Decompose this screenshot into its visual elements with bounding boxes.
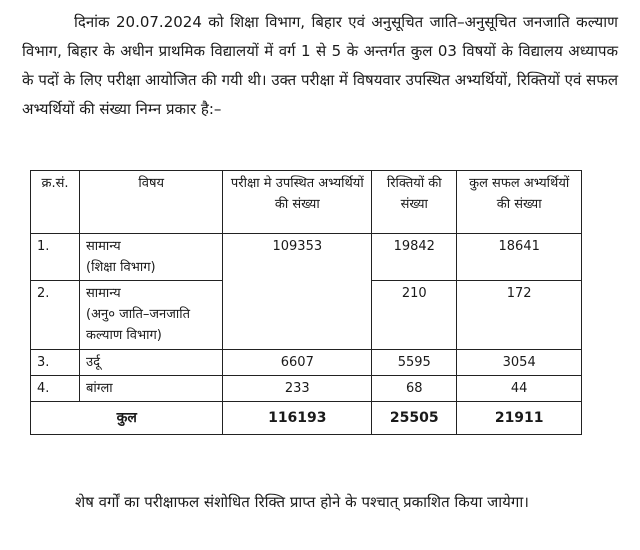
row-vacancies: 19842 <box>372 234 457 281</box>
row-subject <box>80 281 223 350</box>
footer-note: शेष वर्गों का परीक्षाफल संशोधित रिक्ति प्राप्त होने के पश्चात् प्रकाशित किया जायेगा। <box>75 493 529 511</box>
header-vacancies: रिक्तियों की संख्या <box>372 171 457 234</box>
table-row <box>31 376 582 402</box>
total-vacancies: 25505 <box>372 402 457 435</box>
table-row <box>31 234 582 281</box>
row-serial: 2. <box>31 281 80 350</box>
row-appeared: 109353 <box>223 234 372 350</box>
subject-department: (अनु० जाति–जनजाति कल्याण विभाग) <box>86 307 191 343</box>
row-successful: 44 <box>457 376 582 402</box>
row-subject: बांग्ला <box>80 376 223 402</box>
row-vacancies: 5595 <box>372 350 457 376</box>
total-appeared: 116193 <box>223 402 372 435</box>
row-appeared: 233 <box>223 376 372 402</box>
row-vacancies: 210 <box>372 281 457 350</box>
results-table <box>30 170 582 435</box>
row-serial: 4. <box>31 376 80 402</box>
table-row <box>31 350 582 376</box>
header-serial: क्र.सं. <box>31 171 80 234</box>
row-serial: 1. <box>31 234 80 281</box>
total-row <box>31 402 582 435</box>
row-subject: उर्दू <box>80 350 223 376</box>
row-successful: 172 <box>457 281 582 350</box>
subject-name: सामान्य <box>86 286 121 301</box>
total-successful: 21911 <box>457 402 582 435</box>
header-successful: कुल सफल अभ्यर्थियों की संख्या <box>457 171 582 234</box>
header-appeared: परीक्षा मे उपस्थित अभ्यर्थियों की संख्या <box>223 171 372 234</box>
row-successful: 3054 <box>457 350 582 376</box>
subject-name: सामान्य <box>86 239 121 254</box>
intro-paragraph: दिनांक 20.07.2024 को शिक्षा विभाग, बिहार एवं अनुसूचित जाति–अनुसूचित जनजाति कल्याण विभाग, बिहार के अधीन प्राथमिक विद्यालयों में वर्ग 1 से 5 के अन्तर्गत कुल 03 विषयों के विद्यालय अध्यापक के पदों के लिए परीक्षा आयोजित की गयी थी। उक्त परीक्षा में विषयवार उपस्थित अभ्यर्थियों, रिक्तियों एवं सफल अभ्यर्थियों की संख्या निम्न प्रकार है:– <box>22 13 618 118</box>
total-label: कुल <box>31 402 223 435</box>
row-subject <box>80 234 223 281</box>
subject-department: (शिक्षा विभाग) <box>86 260 156 275</box>
header-subject: विषय <box>80 171 223 234</box>
row-successful: 18641 <box>457 234 582 281</box>
row-vacancies: 68 <box>372 376 457 402</box>
row-serial: 3. <box>31 350 80 376</box>
row-appeared: 6607 <box>223 350 372 376</box>
table-header-row <box>31 171 582 234</box>
